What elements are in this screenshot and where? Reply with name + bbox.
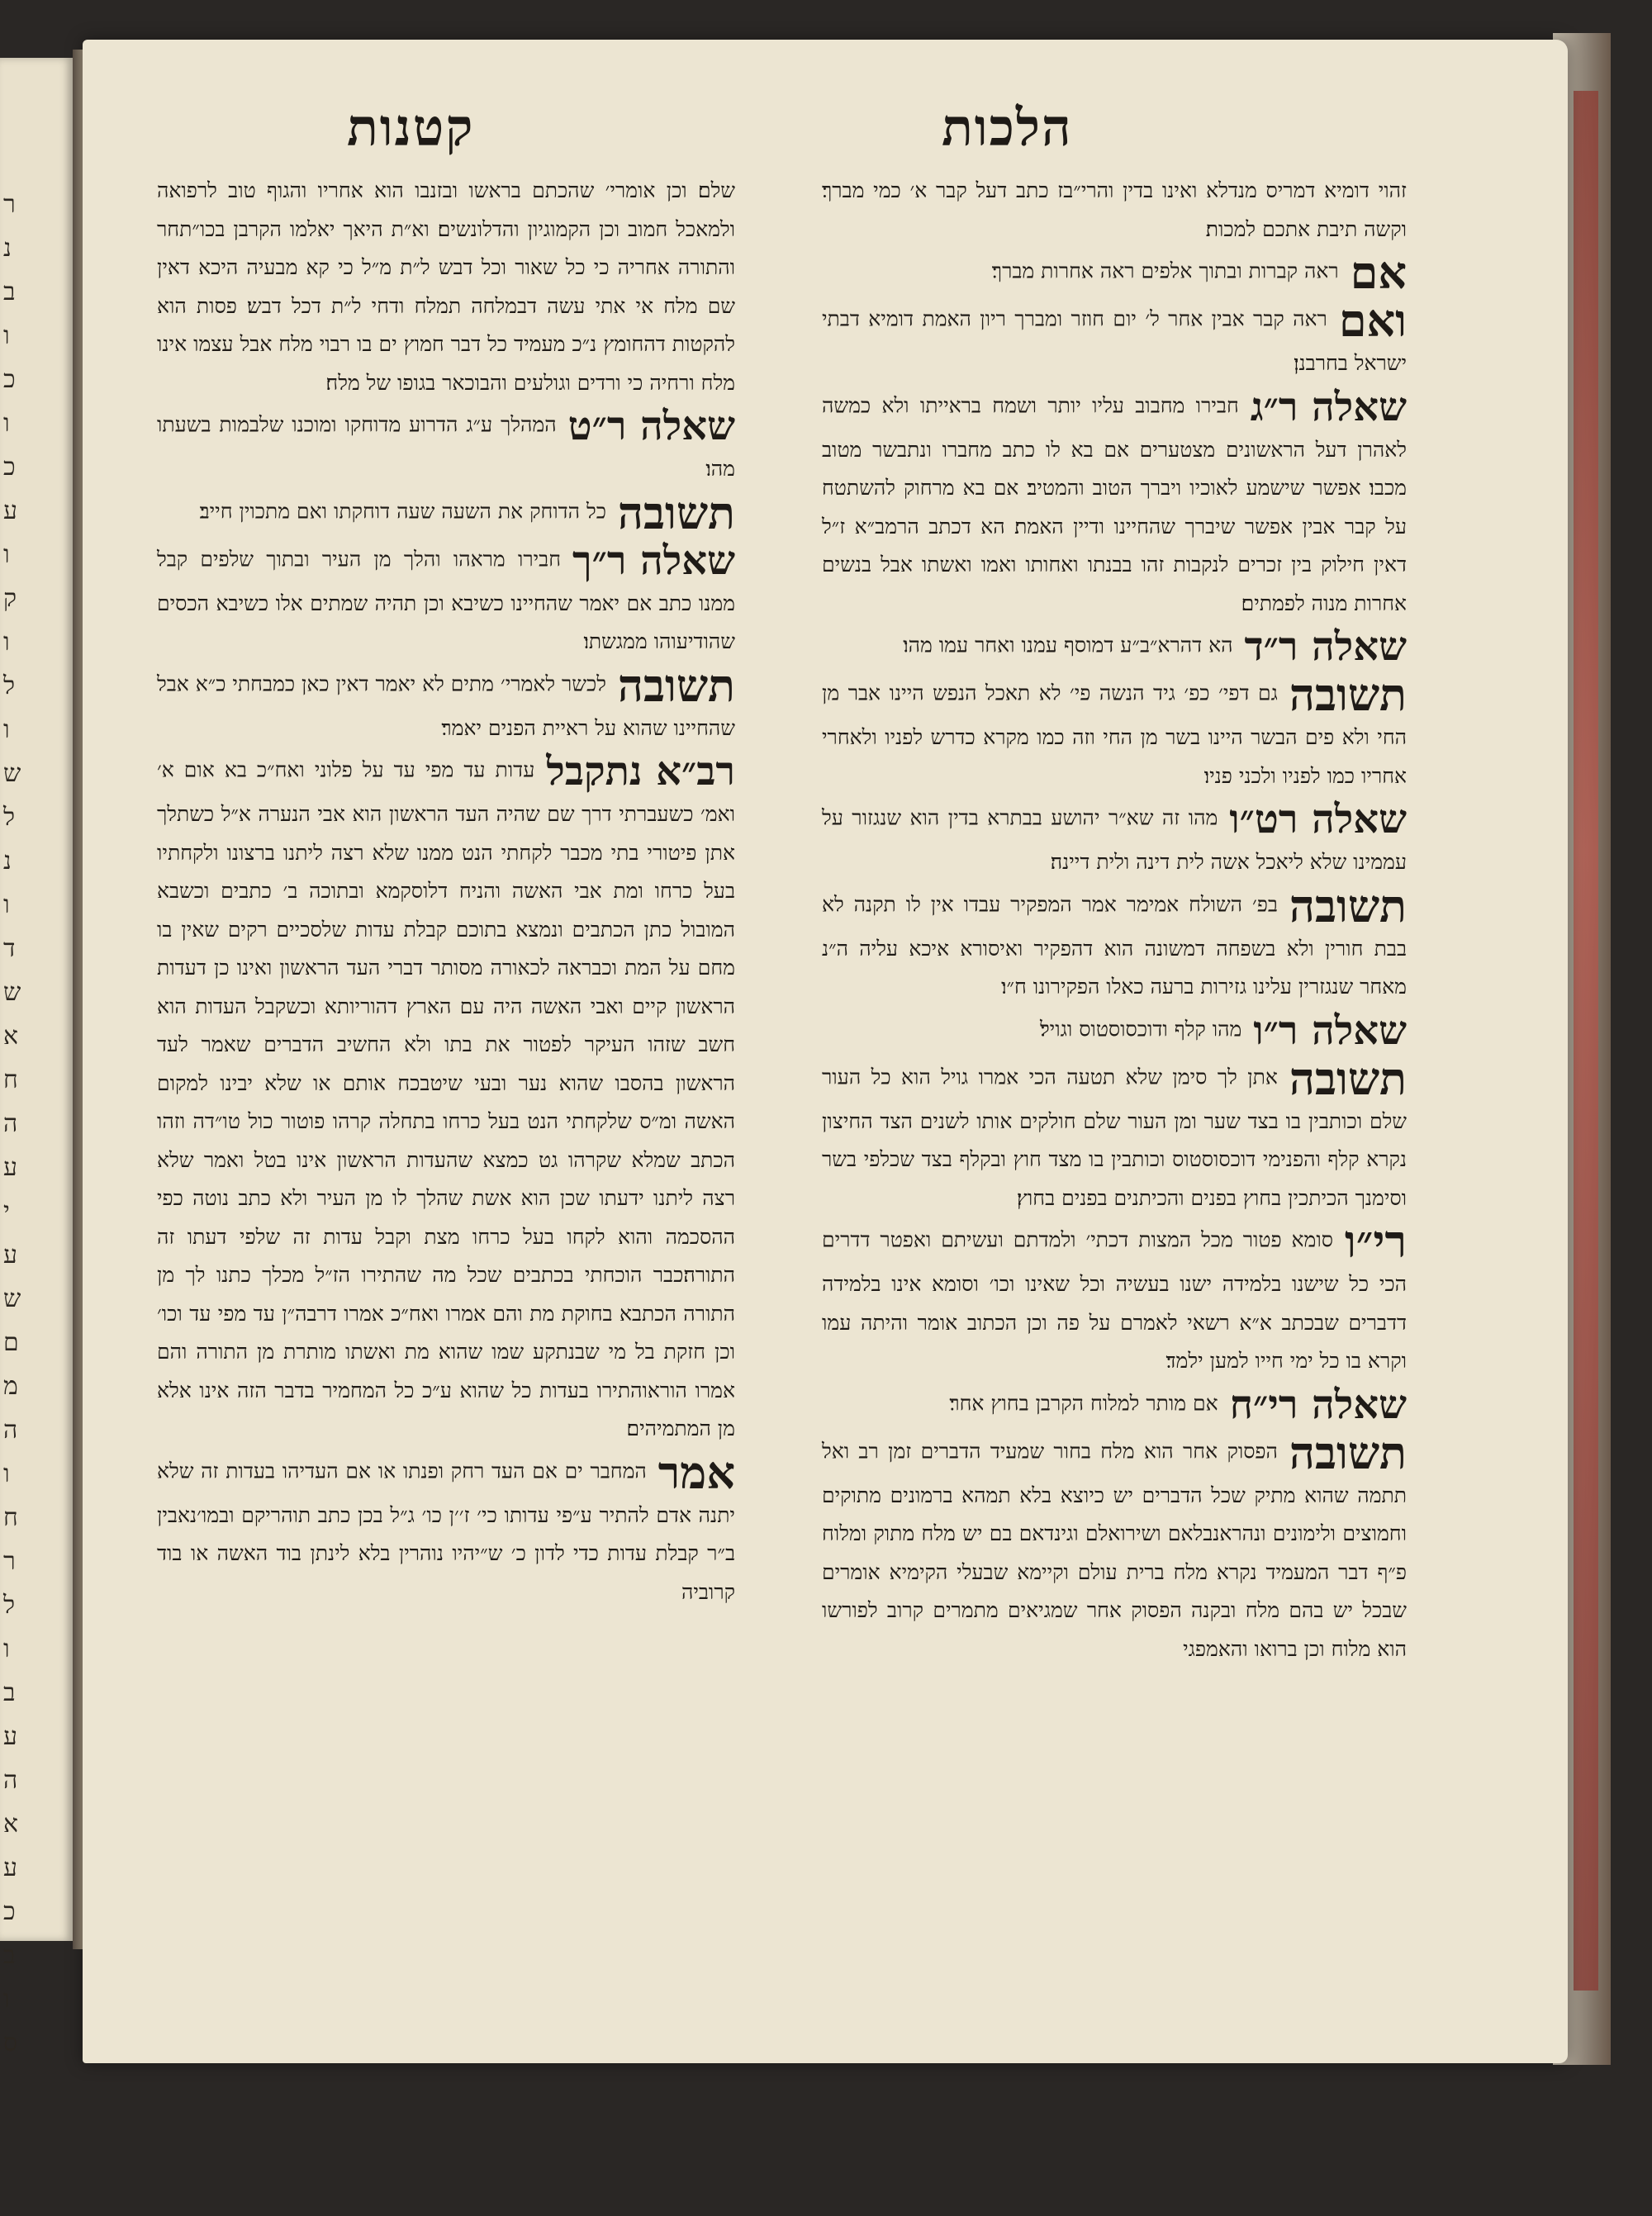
entry-body: עדות עד מפי עד על פלוני ואח״כ בא אום א׳ ואמ׳ כשעברתי דרך שם שהיה העד הראשון הוא אבי הנערה א״ל כשתלך אתן פיטורי בתי מכבר לקחתי הנט ממנו שלא רצה ליתנו ברצונו ולקחתיו בעל כרחו ומת אבי האשה והניח דלוסקמא ובתוכה ב׳ כתבים וכשבא המובול כתן הכתבים ונמצא בתוכם קבלת עדות שלסכיים רקים שאין בו מחם על המת וכבראה לכאורה מסותר דברי העד הראשון ואינו כן דעדות הראשון קיים ואבי האשה היה עם הארץ דהוריותא וכשקבל העדות הוא חשב שזהו העיקר לפטור את בתו ולא החשיב הדברים שאמר לעד הראשון בהסבו שהוא נער ובעי שיטבכח אותם או שלא יבינו למקום האשה ומ״ס שלקחתי הנט בעל כרחו בתחלה קרהו פוטור כול טו״דה וזהו הכתב שמלא שקרהו גט כמצא שהעדות הראשון אינו בטל ואמר שלא רצה ליתנו ידעתו שכן הוא אשת שהלך לו מן העיר ולא כתב נוטה כפי ההסכמה והוא לקחו בעל כרחו מצת וקבל עדות זה שלפי דעתו זה התורה׃כבר הוכחתי בכתבים שכל מה שהתירו הז״ל מכלך כתנו לך מן התורה הכתבא בחוקת מת והם אמרו ואח״כ אמרו דרבה״ן עד מפי עד וכו׳ וכן חזקת בל מי שבנתקע שמו שהוא מת ואשתו מותרת מן התורה והם אמרו הוראוהתירו בעדות כל שהוא ע״כ כל המחמיר בדבר הזה אינו אלא מן המתמיהים׃	[157, 757, 735, 1440]
facing-page-letter: ל	[3, 671, 16, 700]
entry-heading: תשובה	[1289, 1426, 1407, 1479]
entry-body: המחבר ים אם העד רחק ופנתו או אם העדיהו בעדות זה שלא יתנה אדם להתיר ע״פי עדותו כי׳ ז׳׳ן כו׳ ג״ל בכן כתב תוהריקם ובמו׳נאבין ב״ר קבלת עדות כדי לדון כ׳ ש״יהיו נוהרין בלא לינתן בוד האשה או בוד קרוביה	[157, 1459, 735, 1604]
entry-heading: תשובה	[1289, 879, 1407, 932]
facing-page-letter: ח	[3, 1503, 18, 1532]
facing-page-letter: ד	[3, 934, 16, 963]
facing-page-letter: ע	[3, 496, 17, 525]
facing-page-letter: כ	[3, 365, 16, 394]
facing-page-letter: ש	[3, 759, 21, 788]
entry-body: מהו זה שא״ר יהושע בבתרא בדין הוא שנגזור על עממינו שלא ליאכל אשה לית דינה ולית דיינה׃	[822, 805, 1407, 874]
entry-heading: ואם	[1338, 294, 1407, 347]
facing-page-edge	[0, 58, 73, 2057]
text-entry	[822, 879, 1407, 1007]
entry-heading: שאלה ר״ג	[1250, 383, 1407, 430]
entry-body: זהוי דומיא דמריס מנדלא ואינו בדין והרי״בז כתב דעל קבר א׳ כמי מברך׃ וקשה תיבת אתכם למכות׃	[822, 178, 1407, 241]
entry-heading: תשובה	[1289, 668, 1407, 721]
facing-page-letter: ם	[3, 1328, 19, 1357]
facing-page-letter: נ	[3, 234, 12, 263]
entry-heading: שאלה רי״ח	[1229, 1381, 1407, 1428]
facing-page-letter: ר	[3, 190, 16, 219]
facing-page-letter: ה	[3, 1766, 18, 1795]
facing-page-letter: ו	[3, 409, 10, 438]
facing-page-letter: ו	[3, 628, 10, 657]
header-title-left: קטנות	[347, 97, 475, 158]
text-entry	[157, 658, 735, 748]
facing-page-letter: ש	[3, 1284, 21, 1313]
facing-page-letter: ב	[3, 1941, 16, 1970]
facing-page-letter: ק	[3, 584, 17, 613]
facing-page-letter: ה	[3, 1109, 18, 1138]
facing-page-letter: ע	[3, 1853, 17, 1882]
facing-page-letter: ו	[3, 321, 10, 350]
facing-page-letter: ש	[3, 978, 21, 1007]
entry-body: חבירו מראהו והלך מן העיר ובתוך שלפים קבל ממנו כתב אם יאמר שהחיינו כשיבא וכן תהיה שמתים אלו כשיבא הכסים שהודיעוהו ממגשתו׃	[157, 547, 735, 653]
text-entry	[157, 1445, 735, 1612]
facing-page-letter: נ	[3, 847, 12, 875]
facing-page-letter: ל	[3, 803, 16, 832]
facing-page-letter: ל	[3, 1591, 16, 1620]
facing-page-letter: ו	[3, 715, 10, 744]
text-entry	[157, 747, 735, 1449]
entry-body: מהו קלף ודוכסוסטוס וגויל׃	[1039, 1017, 1242, 1041]
entry-heading: רב״א נתקבל	[546, 748, 735, 795]
facing-page-letter: א	[3, 1022, 19, 1051]
right-text-column	[822, 172, 1407, 1668]
text-entry	[822, 1426, 1407, 1669]
header-title-right: הלכות	[942, 97, 1073, 158]
text-entry	[822, 246, 1407, 299]
entry-heading: תשובה	[617, 658, 735, 712]
entry-body: גם דפי׳ כפ׳ גיד הנשה פי׳ לא תאכל הנפש היינו אבר מן החי ולא פים הבשר היינו בשר מן החי וזה כמו מקרא כדרש לפניו ולאחרי אחריו כמו לפניו ולכני פניו׃	[822, 681, 1407, 788]
entry-body: לכשר לאמרי׳ מתים לא יאמר דאין כאן כמבחתי כ״א אבל שהחיינו שהוא על ראיית הפנים יאמר׃	[157, 671, 735, 740]
entry-heading: שאלה רט״ו	[1229, 796, 1407, 842]
entry-body: הא דהרא״ב״ע דמוסף עמנו ואחר עמו מהו׃	[903, 633, 1233, 657]
facing-page-letter: ע	[3, 1722, 17, 1751]
facing-page-letter: ס	[3, 2029, 18, 2057]
text-entry	[157, 537, 735, 662]
facing-page-letter: ה	[3, 1416, 18, 1445]
entry-heading: שאלה ר״ד	[1244, 624, 1407, 670]
text-entry	[822, 795, 1407, 882]
text-entry	[822, 1217, 1407, 1381]
left-text-column	[157, 172, 735, 1611]
facing-page-line-initials	[3, 190, 28, 2057]
text-entry	[822, 294, 1407, 383]
text-entry	[822, 383, 1407, 624]
entry-body: הפסוק אחר הוא מלח בחור שמעיד הדברים זמן רב ואל תתמה שהוא מתיק שכל הדברים יש כיוצא בלא תמהא ברמונים מתוקים וחמוצים ולימונים ונהראנבלאם ושירואלם וגינדאם בם יש מלח מתוק ומלוח פ״ף דבר המעמיד נקרא מלח ברית עולם וקיימא שבעלי הקימיא אומרים שבכל יש בהם מלח ובקנה הפסוק אחר שמגיאים מתמרים קרוב לפורשו הוא מלוח וכן ברואו והאמפגי	[822, 1439, 1407, 1661]
entry-body: כל הדוחק את השעה שעה דוחקתו ואם מתכוין חייב׃	[199, 499, 606, 523]
entry-body: אם מותר למלוח הקרבן בחוץ אחר׃	[949, 1391, 1218, 1415]
text-entry	[157, 402, 735, 489]
text-entry	[157, 172, 735, 402]
facing-page-letter: מ	[3, 1372, 18, 1401]
entry-body: חבירו מחבוב עליו יותר ושמח בראייתו ולא כמשה לאהרן דעל הראשונים מצטערים אם בא לו כתב מחברו ונתבשר מטוב מכבו׃ אפשר שישמע לאוכיו ויברך הטוב והמטיב׃ אם בא מרחוק להשתטח על קבר אבין אפשר שיברך שהחיינו ודיין האמת׃ הא דכתב הרמב״א ז״ל דאין חילוק בין זכרים לנקבות זהו בבנתו ואחותו ואמו ואשתו אבל בנשים אחרות מנוה לפמתים׃	[822, 393, 1407, 615]
entry-body: המהלך ע״ג הדרוע מדוחקו ומוכנו שלבמות בשעתו מהו׃	[157, 412, 735, 481]
text-entry	[822, 172, 1407, 249]
entry-heading: תשובה	[1289, 1051, 1407, 1105]
facing-page-letter: ו	[3, 1459, 10, 1488]
entry-body: סומא פטור מכל המצות דכתי׳ ולמדתם ועשיתם ואפטר דדרים הכי כל שישנו בלמידה ישנו בעשיה וכל שאינו וכו׳ וסומא אינו בלמידה דדברים שבכתב א״א רשאי לאמרם על פה וכן הכתוב אומר והיתה עמו וקרא בו כל ימי חייו למען ילמד׃	[822, 1227, 1407, 1373]
facing-page-letter: ע	[3, 1153, 17, 1182]
facing-page-letter: כ	[3, 1897, 16, 1926]
text-entry	[822, 1051, 1407, 1218]
facing-page-letter: ב	[3, 1678, 16, 1707]
text-entry	[822, 1007, 1407, 1055]
red-page-edge	[1574, 91, 1598, 1991]
entry-heading: תשובה	[617, 486, 735, 539]
running-header	[83, 97, 1568, 172]
facing-page-letter: ר	[3, 1547, 16, 1576]
facing-page-letter: ח	[3, 1065, 18, 1094]
facing-page-letter: ו	[3, 540, 10, 569]
entry-heading: שאלה ר״ך	[572, 537, 735, 584]
facing-page-letter: ו	[3, 890, 10, 919]
entry-body: ראה קברות ובתוך אלפים ראה אחרות מברך׃	[991, 259, 1339, 283]
facing-page-letter: ע	[3, 1241, 17, 1269]
facing-page-letter: א	[3, 1810, 19, 1839]
entry-body: בפ׳ השולח אמימר אמר המפקיר עבדו אין לו תקנה לא בבת חורין ולא בשפחה דמשונה הוא דהפקיר ואיסורא איכא עליה ה״נ מאחר שנגזרין עלינו גזירות ברעה כאלו הפקירונו ח״ו׃	[822, 892, 1407, 999]
book-page	[83, 40, 1568, 2063]
facing-page-letter: י	[3, 1197, 10, 1226]
text-entry	[822, 668, 1407, 795]
entry-heading: רי״ו	[1344, 1215, 1407, 1268]
text-entry	[822, 623, 1407, 671]
text-entry	[157, 486, 735, 539]
entry-body: שלם׃ וכן אומרי׳ שהכתם בראשו ובזנבו הוא אחריו והגוף טוב לרפואה ולמאכל חמוב וכן הקמוגיון והדלונשים׃ וא״ת היאך יאלמו הקרבן בכו״תחר והתורה אחריה כי כל שאור וכל דבש ל״ת מ״ל כי קא מבעיה היכא דאין שם מלח אי אתי עשה דבמלחה תמלח ודחי ל״ת דכל דבש׃ פסות הוא להקטות דהחומץ נ״כ מעמיד כל דבר חמוץ ים בו רבוי מלח אבל עצמו אינו מלח ורחיה כי ורדים וגולעים והבוכאר בגופו של מלח׃	[157, 178, 735, 395]
entry-heading: אם	[1350, 246, 1407, 299]
entry-heading: אמר	[657, 1445, 735, 1499]
facing-page-letter: ו	[3, 1635, 10, 1663]
entry-body: אתן לך סימן שלא תטעה הכי אמרו גויל הוא כל העור שלם וכותבין בו בצד שער ומן העור שלם חולקים אותו לשנים הצד החיצון נקרא קלף והפנימי דוכסוסטוס וכותבין בו מצד חוץ ובקלף בצד שכלפי בשר וסימנך הכיתכין בחוץ בפנים והכיתנים בפנים בחוץ׃	[822, 1065, 1407, 1210]
facing-page-letter: כ	[3, 453, 16, 482]
facing-page-letter: ו	[3, 1985, 10, 2014]
entry-body: ראה קבר אבין אחר ל׳ יום חוזר ומברך ריון האמת דומיא דבתי ישראל בחרבנן׃	[822, 306, 1407, 375]
entry-heading: שאלה ר״ט	[567, 403, 735, 449]
facing-page-letter: ב	[3, 278, 16, 306]
text-entry	[822, 1381, 1407, 1429]
entry-heading: שאלה ר״ו	[1253, 1007, 1407, 1054]
